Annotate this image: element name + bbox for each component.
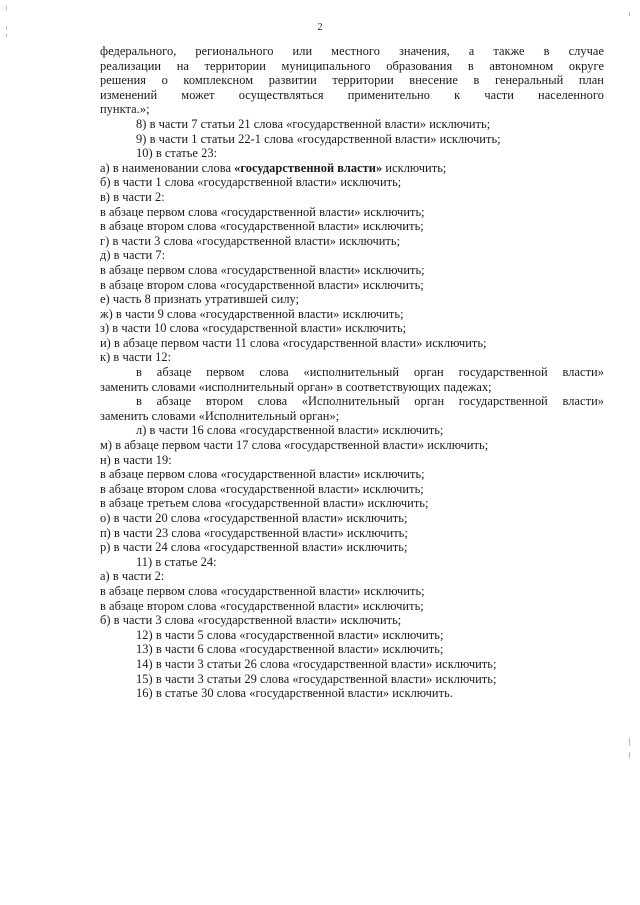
list-item: в абзаце первом слова «государственной власти» исключить;: [100, 262, 425, 277]
list-item: в абзаце первом слова «исполнительный орган государственной власти»: [136, 365, 604, 380]
list-item: з) в части 10 слова «государственной власти» исключить;: [100, 321, 407, 336]
intro-line: реализации на территории муниципального образования в автономном округе: [100, 58, 604, 73]
bold-quote: «государственной власти»: [234, 160, 383, 175]
list-item-text: исключить;: [382, 160, 447, 175]
intro-line: решения о комплексном развитии территории внесение в генеральный план: [100, 73, 604, 88]
intro-line: федерального, регионального или местного значения, а также в случае: [100, 44, 604, 58]
list-item: 11) в статье 24:: [136, 554, 217, 569]
scan-margin-mark: [629, 738, 630, 746]
list-item: л) в части 16 слова «государственной власти» исключить;: [136, 423, 444, 438]
list-item: и) в абзаце первом части 11 слова «государственной власти» исключить;: [100, 335, 487, 350]
scan-margin-mark: [6, 34, 7, 37]
list-item: р) в части 24 слова «государственной власти» исключить;: [100, 540, 408, 555]
list-item: в абзаце третьем слова «государственной власти» исключить;: [100, 496, 429, 511]
list-item: 12) в части 5 слова «государственной власти» исключить;: [136, 627, 444, 642]
list-item: 9) в части 1 статьи 22-1 слова «государственной власти» исключить;: [136, 131, 501, 146]
list-item: б) в части 1 слова «государственной власти» исключить;: [100, 175, 402, 190]
list-item-text: а) в наименовании слова: [100, 160, 235, 175]
list-item: 8) в части 7 статьи 21 слова «государственной власти» исключить;: [136, 116, 491, 131]
list-item: в абзаце первом слова «государственной власти» исключить;: [100, 583, 425, 598]
list-item: 10) в статье 23:: [136, 146, 218, 161]
list-item: в абзаце втором слова «государственной власти» исключить;: [100, 277, 424, 292]
list-item: п) в части 23 слова «государственной власти» исключить;: [100, 525, 408, 540]
list-item: г) в части 3 слова «государственной власти» исключить;: [100, 233, 401, 248]
intro-line: пункта.»;: [100, 102, 150, 117]
list-item: 13) в части 6 слова «государственной власти» исключить;: [136, 642, 444, 657]
list-item: а) в части 2:: [100, 569, 165, 584]
list-item: 15) в части 3 статьи 29 слова «государственной власти» исключить;: [136, 671, 497, 686]
list-item: б) в части 3 слова «государственной власти» исключить;: [100, 613, 402, 628]
scan-margin-mark: [629, 12, 630, 16]
list-item: е) часть 8 признать утратившей силу;: [100, 292, 300, 307]
page-number: 2: [317, 22, 323, 33]
document-body: [100, 44, 604, 701]
list-item: в абзаце первом слова «государственной власти» исключить;: [100, 204, 425, 219]
scan-margin-mark: [6, 6, 7, 10]
scan-margin-mark: [629, 752, 630, 758]
intro-line: изменений может осуществляться применительно к части населенного: [100, 87, 604, 102]
list-item: в абзаце втором слова «Исполнительный орган государственной власти»: [136, 394, 604, 409]
list-item: в абзаце первом слова «государственной власти» исключить;: [100, 467, 425, 482]
list-item: в абзаце втором слова «государственной власти» исключить;: [100, 598, 424, 613]
list-item: 14) в части 3 статьи 26 слова «государственной власти» исключить;: [136, 656, 497, 671]
list-item: в абзаце втором слова «государственной власти» исключить;: [100, 219, 424, 234]
list-item: [100, 161, 604, 176]
list-item: м) в абзаце первом части 17 слова «государственной власти» исключить;: [100, 438, 489, 453]
list-item: к) в части 12:: [100, 350, 172, 365]
list-item: в абзаце втором слова «государственной власти» исключить;: [100, 481, 424, 496]
list-item: д) в части 7:: [100, 248, 166, 263]
list-item: заменить словами «Исполнительный орган»;: [100, 408, 340, 423]
list-item: н) в части 19:: [100, 452, 172, 467]
list-item: 16) в статье 30 слова «государственной власти» исключить.: [136, 686, 453, 701]
list-item: ж) в части 9 слова «государственной власти» исключить;: [100, 306, 404, 321]
list-item: о) в части 20 слова «государственной власти» исключить;: [100, 511, 408, 525]
list-item: заменить словами «исполнительный орган» в соответствующих падежах;: [100, 379, 492, 394]
list-item: в) в части 2:: [100, 189, 165, 204]
